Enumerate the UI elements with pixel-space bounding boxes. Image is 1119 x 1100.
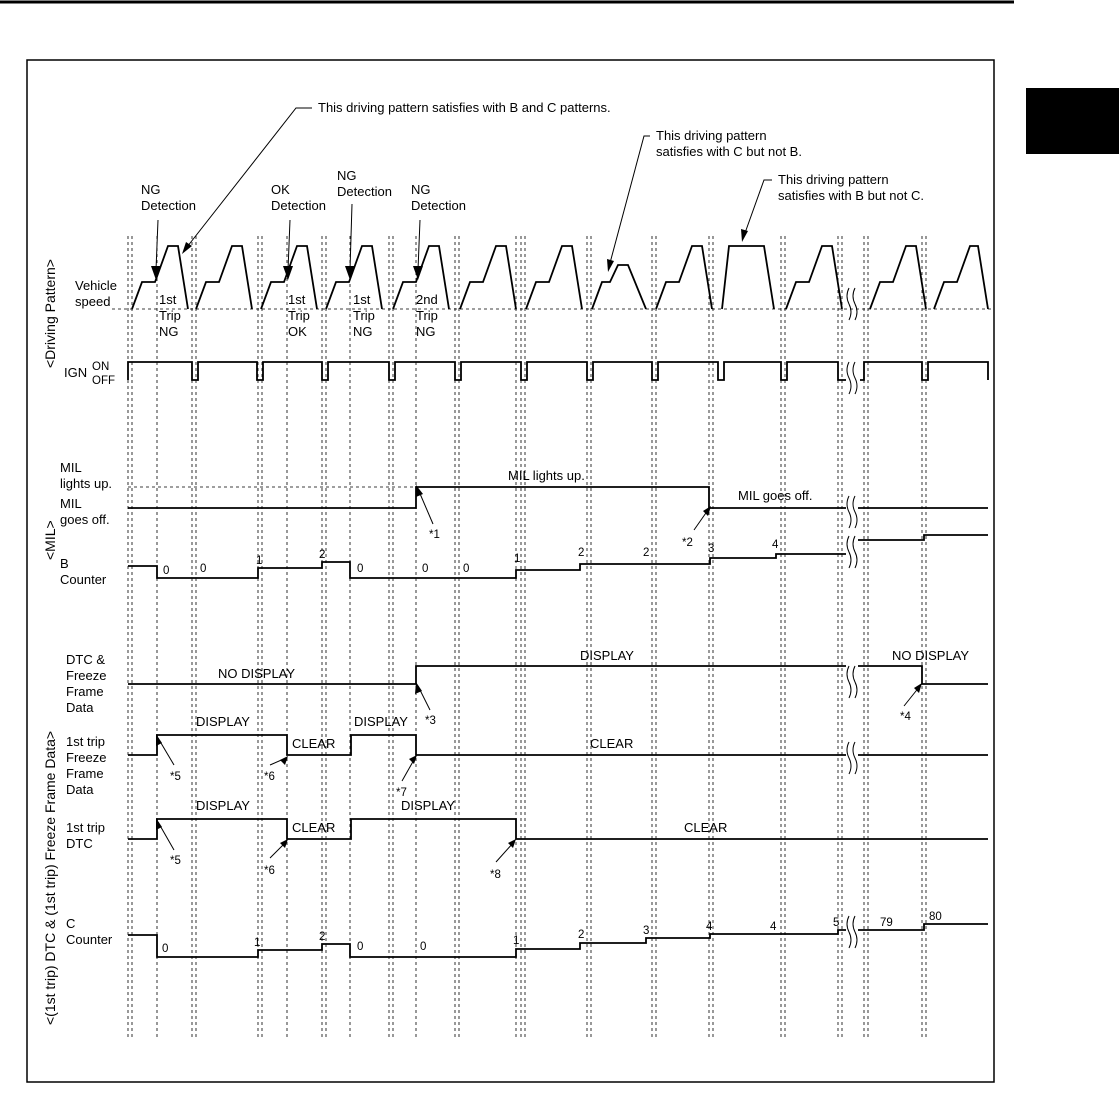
footnote-2: *2 — [682, 537, 693, 549]
label-ign-on: ON — [92, 361, 110, 373]
label-b-counter: B Counter — [60, 556, 107, 587]
ign-waveform — [128, 362, 988, 380]
c-value: 0 — [420, 941, 427, 953]
dtc-1st-display-2: DISPLAY — [401, 798, 455, 813]
c-value: 4 — [706, 921, 713, 933]
dtc-ffd-display: DISPLAY — [580, 648, 634, 663]
section-label-dtc: <(1st trip) DTC & (1st trip) Freeze Frame Data> — [42, 730, 58, 1025]
mil-goes-off-state: MIL goes off. — [738, 488, 813, 503]
detection-label-4: NG Detection — [411, 182, 466, 213]
label-vehicle-speed: Vehicle speed — [75, 278, 117, 309]
callout-bc-leader — [187, 108, 312, 247]
detection-label-2: OK Detection — [271, 182, 326, 213]
c-value: 4 — [770, 921, 777, 933]
footnote-3: *3 — [425, 715, 436, 727]
label-c-counter: C Counter — [66, 916, 113, 947]
c-value: 1 — [513, 935, 520, 947]
side-tab — [1026, 88, 1119, 154]
b-value: 1 — [256, 555, 263, 567]
label-mil-goes-off: MIL goes off. — [60, 496, 110, 527]
b-value: 4 — [772, 539, 779, 551]
trip-label-3: 1st Trip NG — [353, 292, 375, 339]
section-label-mil: <MIL> — [42, 520, 58, 560]
trip-label-1: 1st Trip NG — [159, 292, 181, 339]
footnote-7: *7 — [396, 787, 407, 799]
label-mil-lights-up: MIL lights up. — [60, 460, 113, 491]
mil-waveform — [128, 487, 988, 508]
dtc-ffd-no-display: NO DISPLAY — [218, 666, 296, 681]
break-marks — [847, 288, 857, 948]
c-value: 5 — [833, 917, 840, 929]
b-value: 0 — [163, 565, 170, 577]
callout-bc-patterns: This driving pattern satisfies with B and C patterns. — [318, 100, 611, 115]
c-value: 2 — [578, 929, 585, 941]
c-value: 79 — [880, 917, 893, 929]
callout-c-not-b: This driving pattern satisfies with C but not B. — [656, 128, 802, 159]
vehicle-speed-waveform — [132, 246, 988, 309]
callout-bc-arrowhead — [182, 242, 192, 254]
c-value: 1 — [254, 937, 261, 949]
ffd-1st-waveform — [128, 735, 988, 755]
footnote-4: *4 — [900, 711, 911, 723]
b-value: 0 — [357, 563, 364, 575]
label-ign: IGN — [64, 365, 88, 380]
detection-label-1: NG Detection — [141, 182, 196, 213]
ffd-1st-display-2: DISPLAY — [354, 714, 408, 729]
mil-lights-up-state: MIL lights up. — [508, 468, 585, 483]
detection-label-3: NG Detection — [337, 168, 392, 199]
c-value: 2 — [319, 931, 326, 943]
b-value: 1 — [514, 553, 521, 565]
ffd-1st-clear-1: CLEAR — [292, 736, 336, 751]
dtc-1st-waveform — [128, 819, 988, 839]
footnote-labels — [170, 529, 911, 881]
b-value: 2 — [578, 547, 585, 559]
c-value: 3 — [643, 925, 650, 937]
footnote-8: *8 — [490, 869, 501, 881]
ffd-1st-display-1: DISPLAY — [196, 714, 250, 729]
b-value: 0 — [422, 563, 429, 575]
footnote-1: *1 — [429, 529, 440, 541]
c-value: 0 — [162, 943, 169, 955]
ffd-1st-clear-2: CLEAR — [590, 736, 634, 751]
callout-b-not-c: This driving pattern satisfies with B but not C. — [778, 172, 924, 203]
dtc-1st-clear-2: CLEAR — [684, 820, 728, 835]
footnote-6a: *6 — [264, 771, 275, 783]
b-value: 0 — [200, 563, 207, 575]
diagram-frame — [27, 60, 994, 1082]
dtc-1st-clear-1: CLEAR — [292, 820, 336, 835]
section-label-driving-pattern: <Driving Pattern> — [42, 259, 58, 368]
dtc-ffd-no-display-2: NO DISPLAY — [892, 648, 970, 663]
vertical-guides — [128, 236, 926, 1040]
footnote-6b: *6 — [264, 865, 275, 877]
b-value: 2 — [643, 547, 650, 559]
callout-b-not-c-arrowhead — [741, 229, 748, 242]
footnote-5b: *5 — [170, 855, 181, 867]
label-ign-off: OFF — [92, 375, 115, 387]
callout-b-not-c-leader — [745, 180, 772, 233]
b-value: 0 — [463, 563, 470, 575]
footnote-5a: *5 — [170, 771, 181, 783]
c-value: 0 — [357, 941, 364, 953]
c-value: 80 — [929, 911, 942, 923]
horizontal-guides — [112, 309, 992, 487]
trip-label-4: 2nd Trip NG — [416, 292, 438, 339]
label-ffd-1st: 1st trip Freeze Frame Data — [66, 734, 107, 797]
callout-c-not-b-arrowhead — [607, 259, 614, 272]
b-value: 3 — [708, 543, 715, 555]
callout-c-not-b-leader — [610, 136, 650, 263]
dtc-1st-display-1: DISPLAY — [196, 798, 250, 813]
label-dtc-1st: 1st trip DTC — [66, 820, 106, 851]
trip-label-2: 1st Trip OK — [288, 292, 310, 339]
b-value: 2 — [319, 549, 326, 561]
label-dtc-ffd: DTC & Freeze Frame Data — [66, 652, 107, 715]
